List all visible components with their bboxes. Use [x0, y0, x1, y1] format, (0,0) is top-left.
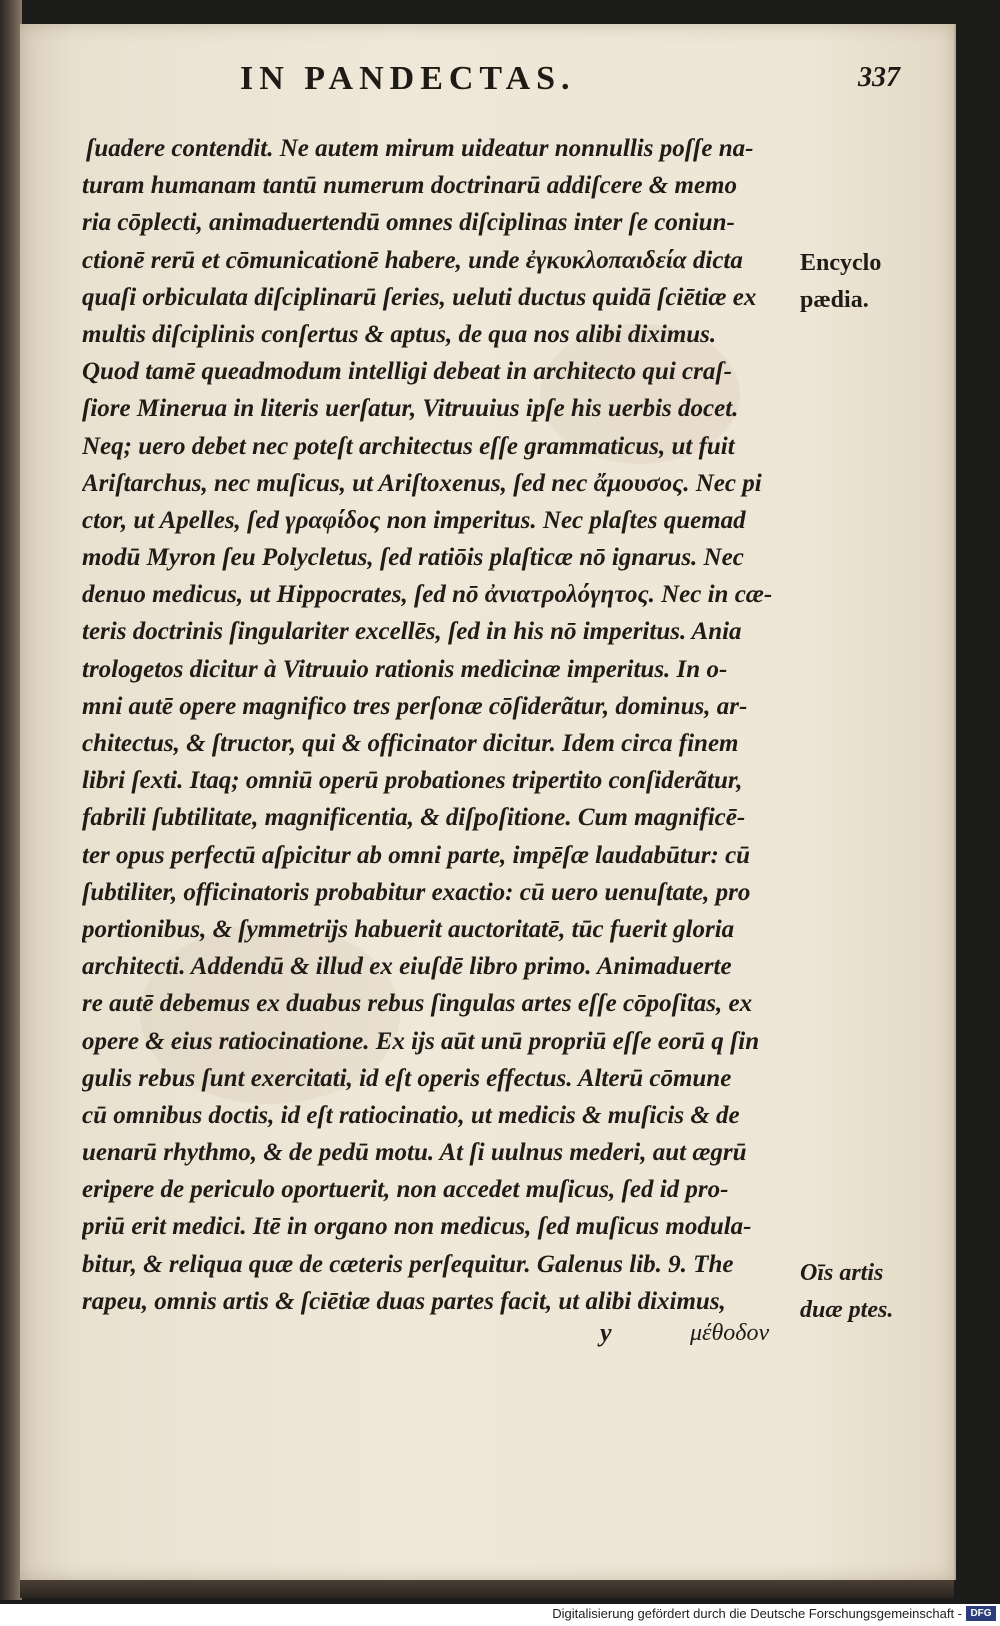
marginal-note-encyclopaedia [800, 245, 881, 319]
text-line: chitectus, & ſtructor, qui & officinator dicitur. Idem circa finem [82, 730, 739, 757]
text-line: ſiore Minerua in literis uerſatur, Vitruuius ipſe his uerbis docet. [82, 395, 739, 423]
text-line: re autē debemus ex duabus rebus ſingulas artes eſſe cōpoſitas, ex [82, 990, 753, 1018]
text-line: Neq; uero debet nec poteſt architectus eſſe grammaticus, ut fuit [82, 432, 735, 460]
marginal-note-line: pædia. [800, 287, 869, 313]
text-line: portionibus, & ſymmetrijs habuerit auctoritatē, tūc fuerit gloria [82, 915, 735, 943]
text-line: denuo medicus, ut Hippocrates, ſed nō ἀνιατρολόγητος. Nec in cæ- [82, 581, 773, 609]
text-line: fabrili ſubtilitate, magnificentia, & diſpoſitione. Cum magnificē- [82, 804, 746, 832]
page-number: 337 [858, 62, 900, 93]
text-line: gulis rebus ſunt exercitati, id eſt operis effectus. Alterū cōmune [82, 1064, 732, 1092]
text-line: bitur, & reliqua quæ de cæteris perſequitur. Galenus lib. 9. The [82, 1250, 734, 1278]
text-line: Quod tamē queadmodum intelligi debeat in architecto qui craſ- [82, 358, 732, 386]
text-line: Ariſtarchus, nec muſicus, ut Ariſtoxenus, ſed nec ἄμουσος. Nec pi [82, 469, 762, 497]
text-line: ſubtiliter, officinatoris probabitur exactio: cū uero uenuſtate, pro [82, 878, 751, 906]
main-text-block [82, 130, 794, 1320]
text-line: ctionē rerū et cōmunicationē habere, unde ἐγκυκλοπαιδεία dicta [82, 246, 743, 274]
book-page-bottom-edge [20, 1580, 954, 1598]
text-line: uenarū rhythmo, & de pedū motu. At ſi uulnus mederi, aut ægrū [82, 1139, 747, 1167]
text-line: modū Myron ſeu Polycletus, ſed ratiōis plaſticæ nō ignarus. Nec [82, 544, 744, 572]
page-header [240, 60, 900, 110]
text-line: teris doctrinis ſingulariter excellēs, ſed in his nō imperitus. Ania [82, 618, 742, 646]
text-line: ctor, ut Apelles, ſed γραφίδος non imperitus. Nec plaſtes quemad [82, 506, 746, 534]
marginal-note-line: duæ ptes. [800, 1297, 894, 1323]
marginal-note-line: Oīs artis [800, 1260, 884, 1286]
text-line: cū omnibus doctis, id eſt ratiocinatio, ut medicis & muſicis & de [82, 1101, 740, 1129]
text-line: priū erit medici. Itē in organo non medicus, ſed muſicus modula- [82, 1213, 752, 1241]
text-line: eripere de periculo oportuerit, non accedet muſicus, ſed id pro- [82, 1176, 729, 1204]
text-line: libri ſexti. Itaq; omniū operū probationes tripertito conſiderãtur, [82, 767, 743, 795]
book-edge-left [0, 0, 22, 1600]
text-line: ſuadere contendit. Ne autem mirum uideatur nonnullis poſſe na- [86, 135, 754, 162]
running-title: IN PANDECTAS. [240, 60, 576, 97]
catchword-latin: y [600, 1318, 612, 1347]
text-line: architecti. Addendū & illud ex eiuſdē libro primo. Animaduerte [82, 953, 732, 981]
text-line: trologetos dicitur à Vitruuio rationis medicinæ imperitus. In o- [82, 655, 728, 683]
text-line: ria cōplecti, animaduertendū omnes diſciplinas inter ſe coniun- [82, 209, 735, 237]
dfg-logo: DFG [966, 1606, 996, 1621]
text-line: opere & eius ratiocinatione. Ex ijs aūt unū propriū eſſe eorū q ſin [82, 1027, 760, 1055]
text-line: mni autē opere magnifico tres perſonæ cōſiderãtur, dominus, ar- [82, 692, 748, 720]
text-line: rapeu, omnis artis & ſciētiæ duas partes facit, ut alibi diximus, [82, 1287, 726, 1315]
marginal-note-line: Encyclo [800, 250, 882, 276]
text-line: multis diſciplinis conſertus & aptus, de qua nos alibi diximus. [82, 320, 717, 348]
digitization-credit: Digitalisierung gefördert durch die Deutsche Forschungsgemeinschaft - [552, 1606, 962, 1621]
text-line: ter opus perfectū aſpicitur ab omni parte, impēſæ laudabūtur: cū [82, 841, 751, 869]
text-line: quaſi orbiculata diſciplinarū ſeries, ueluti ductus quidā ſciētiæ ex [82, 283, 757, 311]
marginal-note-artis-partes [800, 1255, 893, 1329]
text-line: turam humanam tantū numerum doctrinarū addiſcere & memo [82, 172, 737, 200]
catchword-greek: μέθοδον [690, 1320, 770, 1346]
